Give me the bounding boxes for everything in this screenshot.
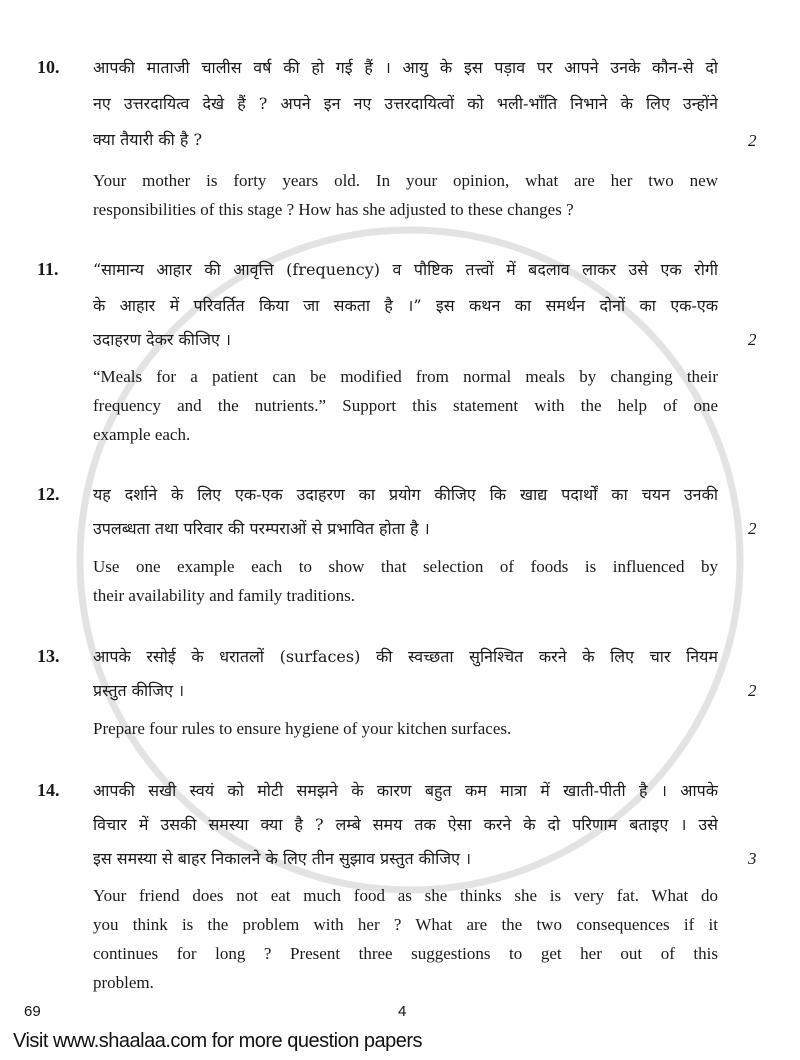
question-english-line: responsibilities of this stage ? How has she adjusted to these changes ? <box>93 200 574 219</box>
question-marks: 2 <box>748 681 757 700</box>
question-number: 13. <box>37 646 60 666</box>
question-english-line: example each. <box>93 425 191 444</box>
question-english-line: continues for long ? Present three suggestions to get her out of this <box>93 944 718 963</box>
question-marks: 2 <box>748 131 757 150</box>
question-hindi-line: “सामान्य आहार की आवृत्ति (frequency) व पौष्टिक तत्त्वों में बदलाव लाकर उसे एक रोगी <box>93 260 718 279</box>
question-hindi-line: आपकी माताजी चालीस वर्ष की हो गई हैं । आयु के इस पड़ाव पर आपने उनके कौन-से दो <box>93 58 718 77</box>
question-number: 12. <box>37 484 60 504</box>
question-english-line: frequency and the nutrients.” Support this statement with the help of one <box>93 396 718 415</box>
question-marks: 2 <box>748 330 757 349</box>
question-number: 10. <box>37 57 60 77</box>
question-hindi-line: आपके रसोई के धरातलों (surfaces) की स्वच्छता सुनिश्चित करने के लिए चार नियम <box>93 647 718 666</box>
question-marks: 2 <box>748 519 757 538</box>
question-hindi-line: यह दर्शाने के लिए एक-एक उदाहरण का प्रयोग कीजिए कि खाद्य पदार्थों का चयन उनकी <box>93 485 718 504</box>
question-hindi-line: प्रस्तुत कीजिए । <box>93 681 185 700</box>
page-number: 4 <box>398 1003 407 1020</box>
question-hindi-line: उपलब्धता तथा परिवार की परम्पराओं से प्रभावित होता है । <box>93 519 430 538</box>
question-english-line: Prepare four rules to ensure hygiene of your kitchen surfaces. <box>93 719 512 738</box>
question-marks: 3 <box>748 849 757 868</box>
question-hindi-line: इस समस्या से बाहर निकालने के लिए तीन सुझाव प्रस्तुत कीजिए । <box>93 849 472 868</box>
question-hindi-line: उदाहरण देकर कीजिए । <box>93 330 231 349</box>
question-english-line: “Meals for a patient can be modified from normal meals by changing their <box>93 367 718 386</box>
question-english-line: Your friend does not eat much food as she thinks she is very fat. What do <box>93 886 718 905</box>
question-hindi-line: क्या तैयारी की है ? <box>93 130 203 149</box>
question-hindi-line: आपकी सखी स्वयं को मोटी समझने के कारण बहुत कम मात्रा में खाती-पीती है । आपके <box>93 781 718 800</box>
paper-code: 69 <box>24 1003 41 1020</box>
question-english-line: their availability and family traditions. <box>93 586 356 605</box>
question-number: 11. <box>37 259 59 279</box>
question-english-line: you think is the problem with her ? What are the two consequences if it <box>93 915 718 934</box>
question-hindi-line: के आहार में परिवर्तित किया जा सकता है ।” इस कथन का समर्थन दोनों का एक-एक <box>93 296 718 315</box>
question-english-line: problem. <box>93 973 154 992</box>
question-number: 14. <box>37 780 60 800</box>
question-english-line: Your mother is forty years old. In your opinion, what are her two new <box>93 171 718 190</box>
question-english-line: Use one example each to show that selection of foods is influenced by <box>93 557 718 576</box>
shaalaa-link[interactable]: Visit www.shaalaa.com for more question papers <box>13 1030 423 1052</box>
question-hindi-line: विचार में उसकी समस्या क्या है ? लम्बे समय तक ऐसा करने के दो परिणाम बताइए । उसे <box>93 815 718 834</box>
question-hindi-line: नए उत्तरदायित्व देखे हैं ? अपने इन नए उत्तरदायित्वों को भली-भाँति निभाने के लिए उन्होंने <box>93 94 718 113</box>
